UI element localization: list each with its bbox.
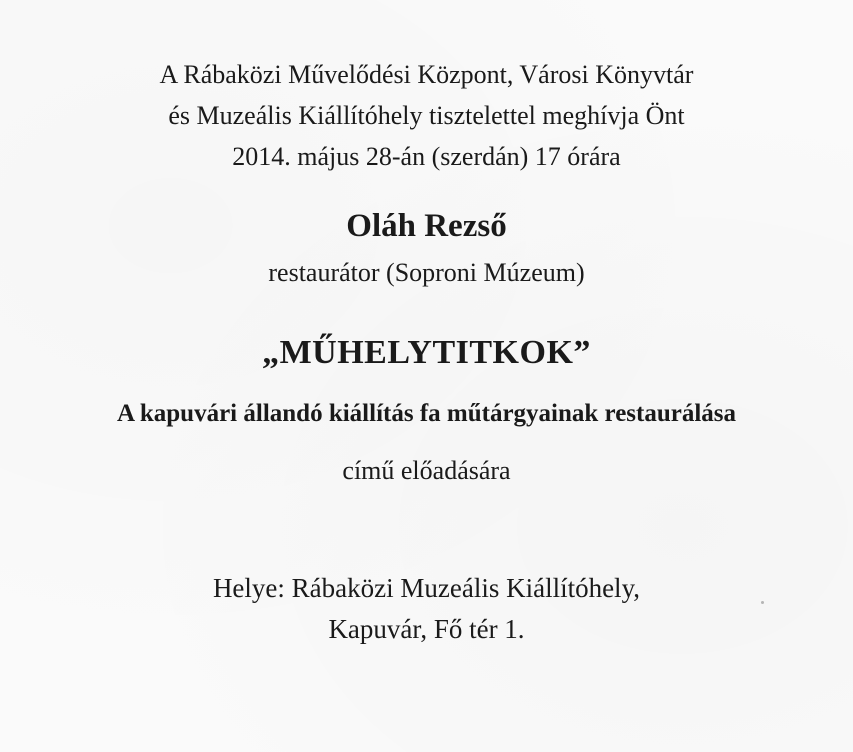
venue-line-2: Kapuvár, Fő tér 1. (328, 614, 525, 644)
intro-line-3: 2014. május 28-án (szerdán) 17 órára (232, 142, 621, 171)
speaker-name: Oláh Rezső (346, 208, 507, 244)
paper-speck (761, 601, 764, 604)
talk-title: „MŰHELYTITKOK” (262, 334, 591, 371)
talk-subtitle: A kapuvári állandó kiállítás fa műtárgyainak restaurálása (116, 400, 737, 427)
talk-suffix: című előadására (342, 456, 511, 485)
speaker-role: restaurátor (Soproni Múzeum) (268, 258, 585, 287)
venue-line-1: Helye: Rábaközi Muzeális Kiállítóhely, (212, 573, 641, 603)
intro-line-2: és Muzeális Kiállítóhely tisztelettel meghívja Önt (168, 101, 685, 130)
intro-line-1: A Rábaközi Művelődési Központ, Városi Könyvtár (159, 60, 694, 89)
